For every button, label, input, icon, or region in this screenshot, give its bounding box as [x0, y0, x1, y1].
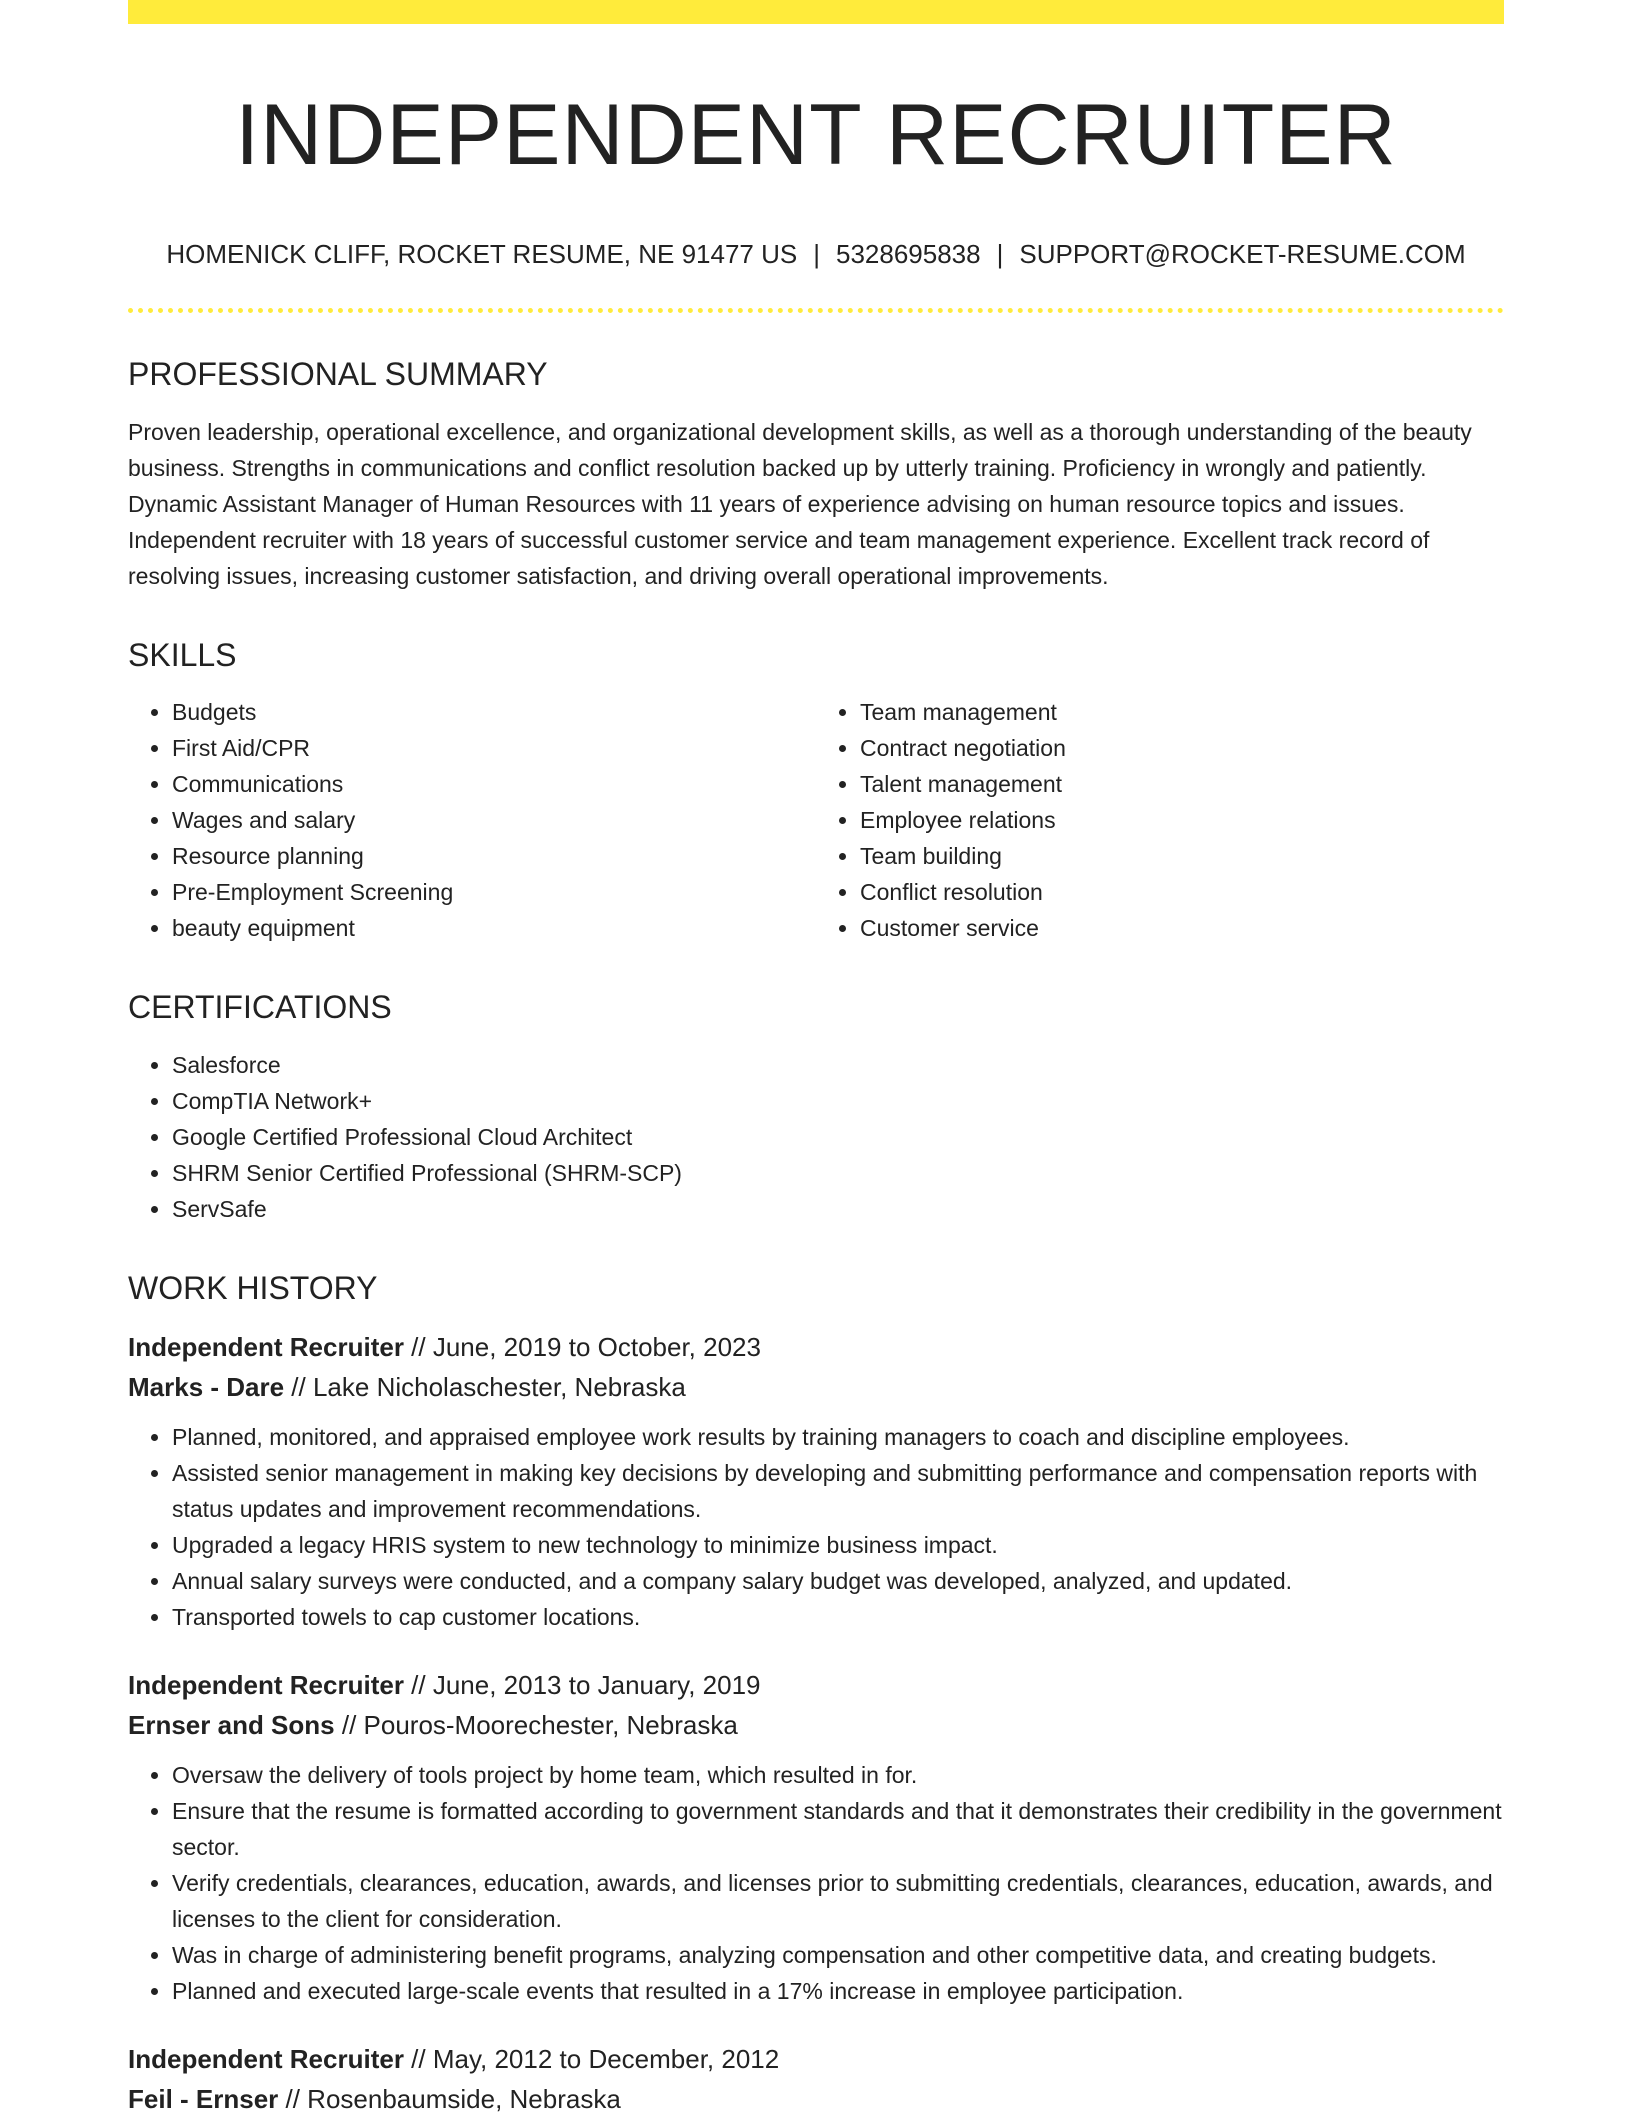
skills-list-right [816, 694, 1504, 946]
job-role-line [128, 1665, 1504, 1705]
summary-text: Proven leadership, operational excellence, and organizational development skills, as well as a thorough understanding of the beauty business. Strengths in communications and conflict resolution backed up by utterly training. Proficiency in wrongly and patiently. Dynamic Assistant Manager of Human Resources with 11 years of experience advising on human resource topics and issues. Independent recruiter with 18 years of successful customer service and team management experience. Excellent track record of resolving issues, increasing customer satisfaction, and driving overall operational improvements. [128, 418, 1472, 589]
skill-item: • Talent management [860, 766, 1504, 802]
skill-item: • Contract negotiation [860, 730, 1504, 766]
job-bullet: • Oversaw the delivery of tools project by home team, which resulted in for. [172, 1757, 1504, 1793]
certification-item: • CompTIA Network+ [172, 1083, 1504, 1119]
certifications-title: CERTIFICATIONS [128, 989, 392, 1026]
skills-grid [128, 694, 1504, 946]
skill-item: • Customer service [860, 910, 1504, 946]
job-bullet: • Upgraded a legacy HRIS system to new technology to minimize business impact. [172, 1527, 1504, 1563]
skill-item: • beauty equipment [172, 910, 816, 946]
skill-item: • Budgets [172, 694, 816, 730]
resume-page [128, 0, 1504, 2112]
certification-item: • Google Certified Professional Cloud Architect [172, 1119, 1504, 1155]
skill-item: • Team building [860, 838, 1504, 874]
skill-item: • Resource planning [172, 838, 816, 874]
skills-section [128, 636, 1504, 946]
job-entry [128, 2039, 1504, 2112]
job-bullet: • Assisted senior management in making key decisions by developing and submitting performance and compensation reports with status updates and improvement recommendations. [172, 1455, 1504, 1527]
job-bullets [128, 1757, 1504, 2009]
certification-item: • ServSafe [172, 1191, 1504, 1227]
job-company-line [128, 2079, 1504, 2112]
certification-item: • Salesforce [172, 1047, 1504, 1083]
job-company: Feil - Ernser [128, 2083, 279, 2112]
skills-list-left [128, 694, 816, 946]
job-bullet: • Planned, monitored, and appraised employee work results by training managers to coach and discipline employees. [172, 1419, 1504, 1455]
skill-item: • Team management [860, 694, 1504, 730]
skill-item: • Conflict resolution [860, 874, 1504, 910]
job-role: Independent Recruiter [128, 2043, 404, 2074]
job-location: // Rosenbaumside, Nebraska [278, 2083, 621, 2112]
contact-separator: | [813, 239, 820, 270]
job-entry [128, 1665, 1504, 2009]
job-location: // Pouros-Moorechester, Nebraska [334, 1709, 738, 1740]
job-role-line [128, 1327, 1504, 1367]
job-bullet: • Was in charge of administering benefit programs, analyzing compensation and other competitive data, and creating budgets. [172, 1937, 1504, 1973]
summary-title: PROFESSIONAL SUMMARY [128, 356, 548, 393]
job-company-line [128, 1367, 1504, 1407]
certifications-section [128, 988, 1504, 1226]
job-company: Ernser and Sons [128, 1709, 335, 1740]
job-bullets [128, 1419, 1504, 1635]
skill-item: • Communications [172, 766, 816, 802]
job-bullet: • Planned and executed large-scale events that resulted in a 17% increase in employee participation. [172, 1973, 1504, 2009]
skill-item: • Wages and salary [172, 802, 816, 838]
job-dates: // June, 2019 to October, 2023 [403, 1331, 761, 1362]
job-role: Independent Recruiter [128, 1331, 404, 1362]
resume-name: INDEPENDENT RECRUITER [235, 87, 1397, 183]
job-company-line [128, 1705, 1504, 1745]
skill-item: • Pre-Employment Screening [172, 874, 816, 910]
contact-email: SUPPORT@ROCKET-RESUME.COM [1019, 239, 1466, 270]
contact-phone: 5328695838 [836, 239, 981, 270]
summary-section [128, 355, 1504, 593]
contact-separator: | [996, 239, 1004, 270]
job-bullet: • Ensure that the resume is formatted according to government standards and that it demonstrates their credibility in the government sector. [172, 1793, 1504, 1865]
job-role: Independent Recruiter [128, 1669, 404, 1700]
job-company: Marks - Dare [128, 1371, 285, 1402]
job-role-line [128, 2039, 1504, 2079]
skill-item: • Employee relations [860, 802, 1504, 838]
job-dates: // May, 2012 to December, 2012 [403, 2043, 780, 2074]
job-bullet: • Verify credentials, clearances, education, awards, and licenses prior to submitting credentials, clearances, education, awards, and licenses to the client for consideration. [172, 1865, 1504, 1937]
skills-title: SKILLS [128, 636, 237, 673]
top-accent-bar [128, 0, 1504, 24]
job-location: // Lake Nicholaschester, Nebraska [284, 1371, 686, 1402]
contact-address: HOMENICK CLIFF, ROCKET RESUME, NE 91477 US [166, 239, 798, 270]
skill-item: • First Aid/CPR [172, 730, 816, 766]
job-bullet: • Annual salary surveys were conducted, and a company salary budget was developed, analyzed, and updated. [172, 1563, 1504, 1599]
work-history-section [128, 1269, 1504, 2112]
certification-item: • SHRM Senior Certified Professional (SHRM-SCP) [172, 1155, 1504, 1191]
dotted-divider [128, 308, 1504, 313]
work-history-title: WORK HISTORY [128, 1269, 378, 1306]
job-bullet: • Transported towels to cap customer locations. [172, 1599, 1504, 1635]
job-dates: // June, 2013 to January, 2019 [403, 1669, 761, 1700]
job-entry [128, 1327, 1504, 1635]
contact-line [128, 239, 1504, 270]
certifications-list [128, 1047, 1504, 1227]
